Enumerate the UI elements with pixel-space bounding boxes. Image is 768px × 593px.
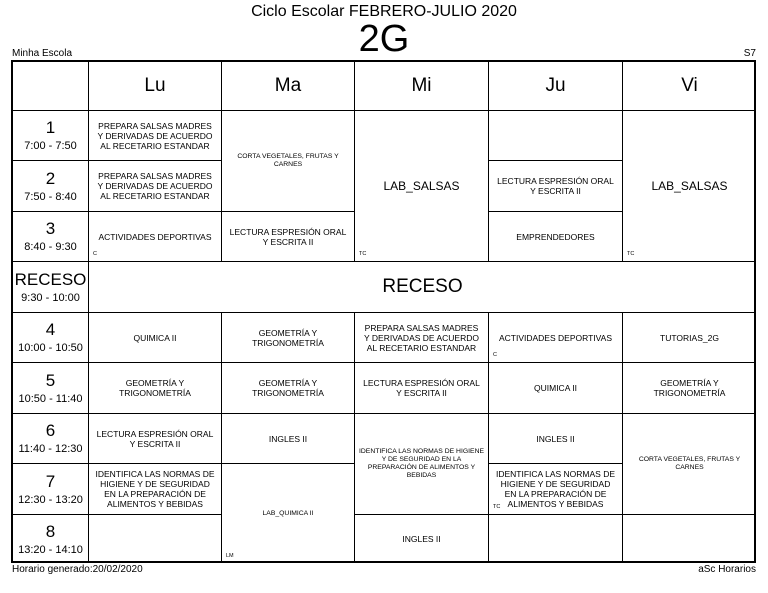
lesson-cell: IDENTIFICA LAS NORMAS DE HIGIENE Y DE SEGURIDAD EN LA PREPARACIÓN DE ALIMENTOS Y BEBIDAS [355,414,489,515]
room-tag: C [93,251,97,257]
period-time: 7:50 - 8:40 [24,190,77,203]
lesson-cell: TUTORIAS_2G [623,313,756,363]
empty-lesson-cell [489,515,623,563]
period-time: 7:00 - 7:50 [24,140,77,152]
lesson-cell: LECTURA ESPRESIÓN ORAL Y ESCRITA II [355,363,489,414]
room-tag: TC [627,251,635,257]
period-label [13,161,89,212]
empty-lesson-cell [89,515,222,563]
generated-date: Horario generado:20/02/2020 [12,564,143,575]
lesson-cell: LECTURA ESPRESIÓN ORAL Y ESCRITA II [89,414,222,464]
empty-lesson-cell [489,111,623,161]
lesson-cell: GEOMETRÍA Y TRIGONOMETRÍA [89,363,222,414]
lesson-cell [489,464,623,515]
day-header-mi: Mi [355,62,489,111]
corner-cell [13,62,89,111]
room-tag: C [493,352,497,358]
lesson-cell: GEOMETRÍA Y TRIGONOMETRÍA [222,363,355,414]
period-time: 9:30 - 10:00 [21,291,80,304]
lesson-cell: QUIMICA II [489,363,623,414]
period-time: 10:00 - 10:50 [18,342,83,354]
period-number: 1 [45,118,56,137]
period-number: 4 [45,320,56,339]
period-label [13,313,89,363]
lesson-cell: INGLES II [222,414,355,464]
lesson-title: LAB_QUIMICA II [262,509,314,517]
lesson-cell: EMPRENDEDORES [489,212,623,262]
period-label [13,515,89,563]
lesson-cell: IDENTIFICA LAS NORMAS DE HIGIENE Y DE SEGURIDAD EN LA PREPARACIÓN DE ALIMENTOS Y BEBIDAS [89,464,222,515]
lesson-cell: CORTA VEGETALES, FRUTAS Y CARNES [623,414,756,515]
period-number: 8 [45,521,56,541]
lesson-cell [489,313,623,363]
period-time: 11:40 - 12:30 [18,443,83,455]
lesson-cell: PREPARA SALSAS MADRES Y DERIVADAS DE ACUERDO AL RECETARIO ESTANDAR [355,313,489,363]
lesson-title: IDENTIFICA LAS NORMAS DE HIGIENE Y DE SEGURIDAD EN LA PREPARACIÓN DE ALIMENTOS Y BEBIDAS [495,469,616,509]
lesson-cell: PREPARA SALSAS MADRES Y DERIVADAS DE ACUERDO AL RECETARIO ESTANDAR [89,161,222,212]
empty-lesson-cell [623,515,756,563]
lesson-cell [222,464,355,563]
room-tag: LM [226,553,234,559]
period-label [13,212,89,262]
period-number: 7 [45,471,56,491]
period-number: 5 [45,370,56,390]
lesson-title: LAB_SALSAS [383,179,460,193]
period-number: RECESO [14,269,87,289]
period-label [13,111,89,161]
lesson-cell: CORTA VEGETALES, FRUTAS Y CARNES [222,111,355,212]
brand-label: aSc Horarios [698,564,756,575]
period-time: 12:30 - 13:20 [18,493,83,506]
day-header-ma: Ma [222,62,355,111]
lesson-cell: GEOMETRÍA Y TRIGONOMETRÍA [222,313,355,363]
period-label [13,414,89,464]
room-tag: TC [359,251,367,257]
day-header-vi: Vi [623,62,756,111]
lesson-cell: GEOMETRÍA Y TRIGONOMETRÍA [623,363,756,414]
lesson-cell: LECTURA ESPRESIÓN ORAL Y ESCRITA II [222,212,355,262]
lesson-cell: QUIMICA II [89,313,222,363]
cycle-title: Ciclo Escolar FEBRERO-JULIO 2020 [251,3,517,20]
period-label [13,464,89,515]
timetable-grid [11,60,756,563]
period-time: 10:50 - 11:40 [18,392,83,405]
lesson-cell [355,111,489,262]
lesson-cell [623,111,756,262]
lesson-title: ACTIVIDADES DEPORTIVAS [498,332,613,343]
period-number: 2 [45,168,56,188]
lesson-title: LAB_SALSAS [651,179,728,193]
school-name: Minha Escola [12,48,73,59]
lesson-cell: INGLES II [355,515,489,563]
lesson-cell: PREPARA SALSAS MADRES Y DERIVADAS DE ACUERDO AL RECETARIO ESTANDAR [89,111,222,161]
period-time: 13:20 - 14:10 [18,543,83,556]
lesson-cell: LECTURA ESPRESIÓN ORAL Y ESCRITA II [489,161,623,212]
period-label [13,262,89,313]
recess-banner: RECESO [89,262,756,313]
period-number: 6 [45,421,56,440]
day-header-ju: Ju [489,62,623,111]
class-name: 2G [358,18,410,60]
schedule-code: S7 [743,48,756,59]
period-label [13,363,89,414]
lesson-cell: INGLES II [489,414,623,464]
lesson-cell [89,212,222,262]
period-time: 8:40 - 9:30 [24,241,77,253]
room-tag: TC [493,504,501,510]
lesson-title: ACTIVIDADES DEPORTIVAS [98,231,212,242]
period-number: 3 [45,219,56,238]
day-header-lu: Lu [89,62,222,111]
